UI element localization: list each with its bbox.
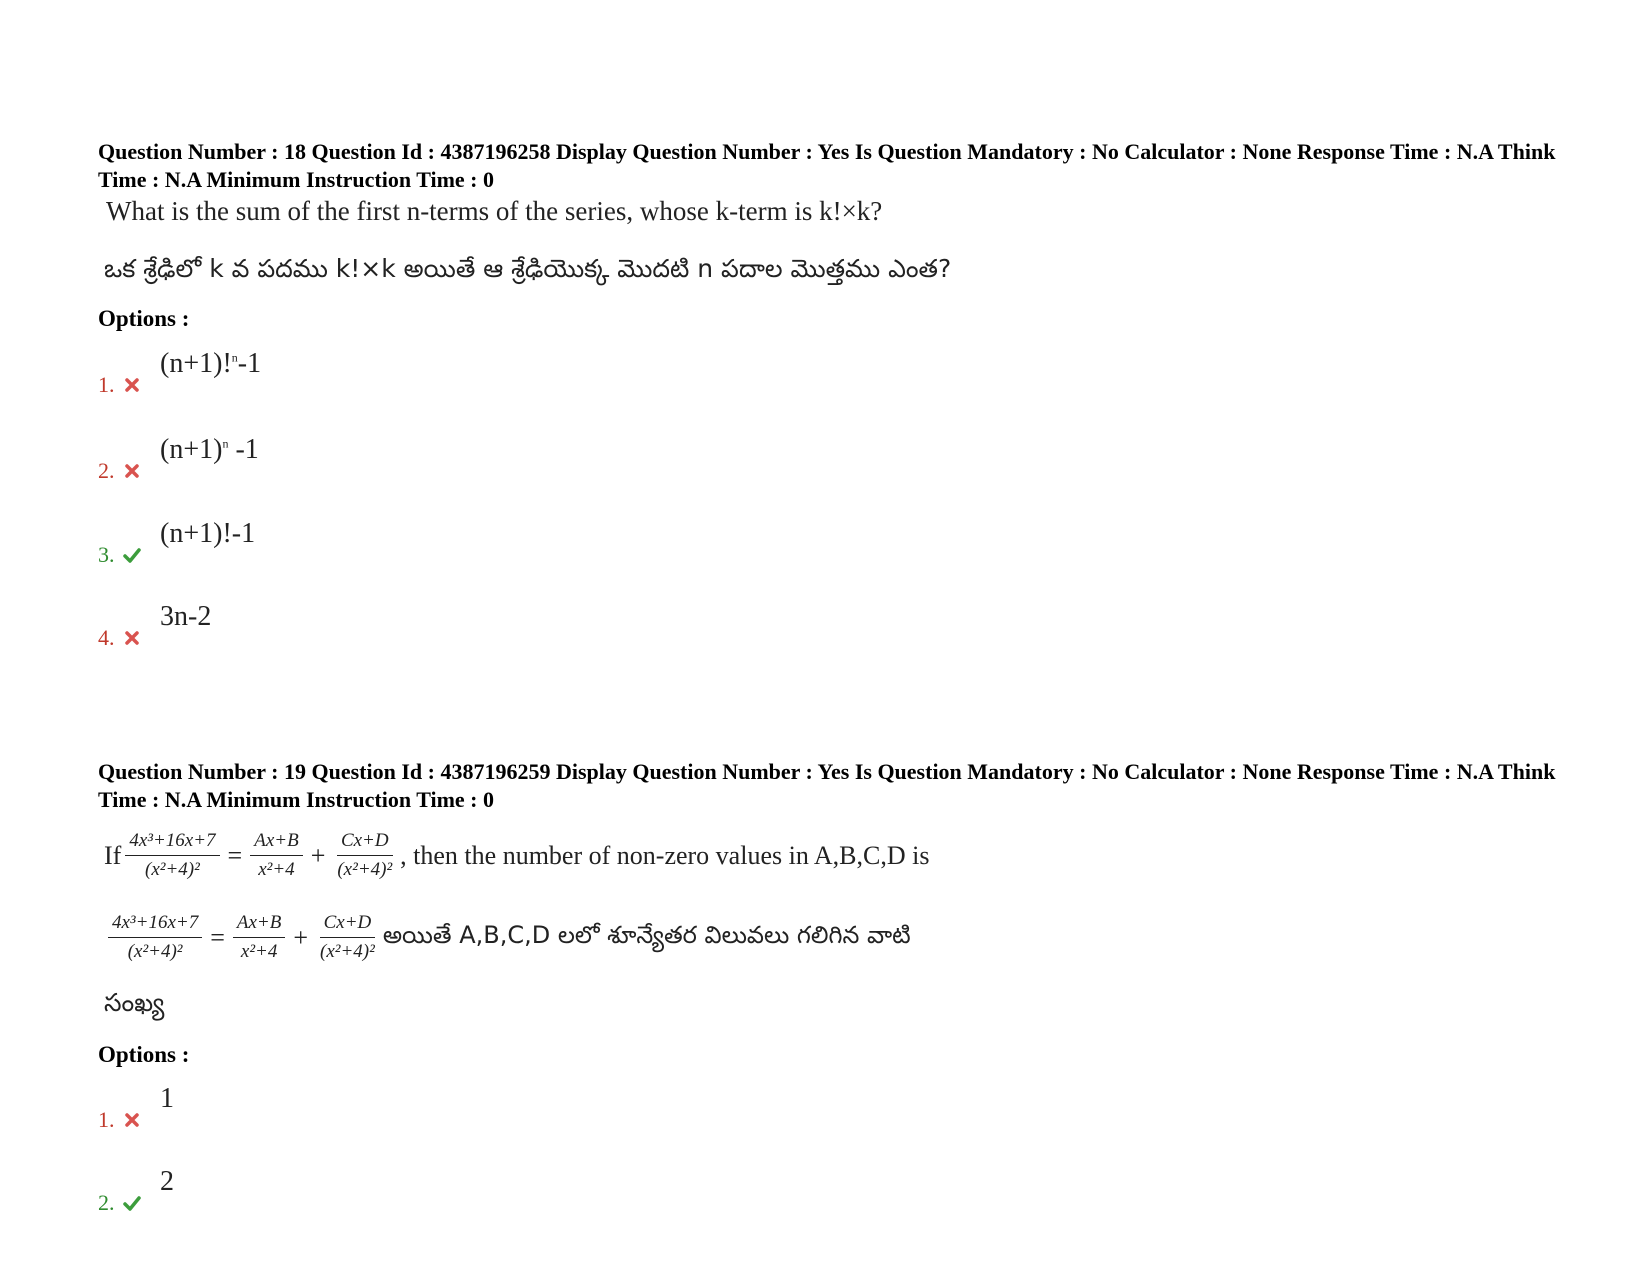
checkmark-icon	[123, 1194, 141, 1212]
fraction-lhs: $\frac{\text{4x³+16x+7}}{\text{(x²+4)²}}$	[108, 912, 202, 963]
option-text: 2	[160, 1166, 174, 1197]
cross-icon	[123, 1111, 141, 1129]
question-19-text-english: If $\frac{\text{4x³+16x+7}}{\text{(x²+4)²}}$ = $\frac{Ax+B}{\text{x²+4}}$ + $\frac{Cx+D}{\text{(x²+4)²}}$ , then the number of non-zero values in A,B,C,D is	[104, 830, 930, 880]
option-text: (n+1)!$^n$-1	[160, 348, 262, 379]
question-18-options-label: Options :	[98, 306, 190, 331]
cross-icon	[123, 376, 141, 394]
option-number: 4.	[98, 625, 115, 650]
option-text: $(n+1)^n$ -1	[160, 434, 259, 465]
question-19-header: Question Number : 19 Question Id : 4387196259 Display Question Number : Yes Is Question Mandatory : No Calculator : None Response Time : N.A Think Time : N.A Minimum Instruction Time : 0	[98, 759, 1556, 812]
option-number: 3.	[98, 542, 115, 567]
option-number: 1.	[98, 372, 115, 397]
fraction-term-1: $\frac{Ax+B}{\text{x²+4}}$	[250, 830, 302, 881]
option-text: 3n-2	[160, 601, 212, 632]
q19-option-1	[98, 1083, 698, 1133]
cross-icon	[123, 629, 141, 647]
question-18-text-telugu: ఒక శ్రేఢిలో k వ పదము k!×k అయితే ఆ శ్రేఢియొక్క మొదటి n పదాల మొత్తము ఎంత?	[104, 254, 952, 283]
q18-option-3	[98, 518, 698, 568]
fraction-term-2: $\frac{Cx+D}{\text{(x²+4)²}}$	[337, 830, 393, 880]
question-18-header: Question Number : 18 Question Id : 4387196258 Display Question Number : Yes Is Question Mandatory : No Calculator : None Response Time : N.A Think Time : N.A Minimum Instruction Time : 0	[98, 139, 1556, 192]
fraction-term-1: $\frac{Ax+B}{\text{x²+4}}$	[233, 912, 285, 963]
option-number: 2.	[98, 1190, 115, 1215]
question-19-telugu-suffix: అయితే A,B,C,D లలో శూన్యేతర విలువలు గలిగిన వాటి	[382, 920, 911, 949]
question-19-telugu-line-2: సంఖ్య	[104, 988, 165, 1017]
question-19-english-suffix: , then the number of non-zero values in A,B,C,D is	[400, 840, 930, 870]
question-18-text-english: What is the sum of the first n-terms of the series, whose k-term is k!×k?	[106, 196, 883, 226]
q19-option-2	[98, 1166, 698, 1216]
question-19-text-telugu: $\frac{\text{4x³+16x+7}}{\text{(x²+4)²}}$ = $\frac{Ax+B}{\text{x²+4}}$ + $\frac{Cx+D}{\text{(x²+4)²}}$ అయితే A,B,C,D లలో శూన్యేతర విలువలు గలిగిన వాటి	[104, 912, 911, 963]
q18-option-2	[98, 434, 698, 484]
fraction-lhs: $\frac{\text{4x³+16x+7}}{\text{(x²+4)²}}$	[125, 830, 219, 881]
checkmark-icon	[123, 546, 141, 564]
if-label: If	[104, 840, 122, 870]
option-text: (n+1)!-1	[160, 518, 256, 549]
option-text: 1	[160, 1083, 174, 1114]
cross-icon	[123, 462, 141, 480]
option-number: 1.	[98, 1107, 115, 1132]
q18-option-4	[98, 601, 698, 651]
option-number: 2.	[98, 458, 115, 483]
fraction-term-2: $\frac{Cx+D}{\text{(x²+4)²}}$	[320, 912, 375, 962]
question-19-options-label: Options :	[98, 1042, 190, 1067]
q18-option-1	[98, 348, 698, 398]
